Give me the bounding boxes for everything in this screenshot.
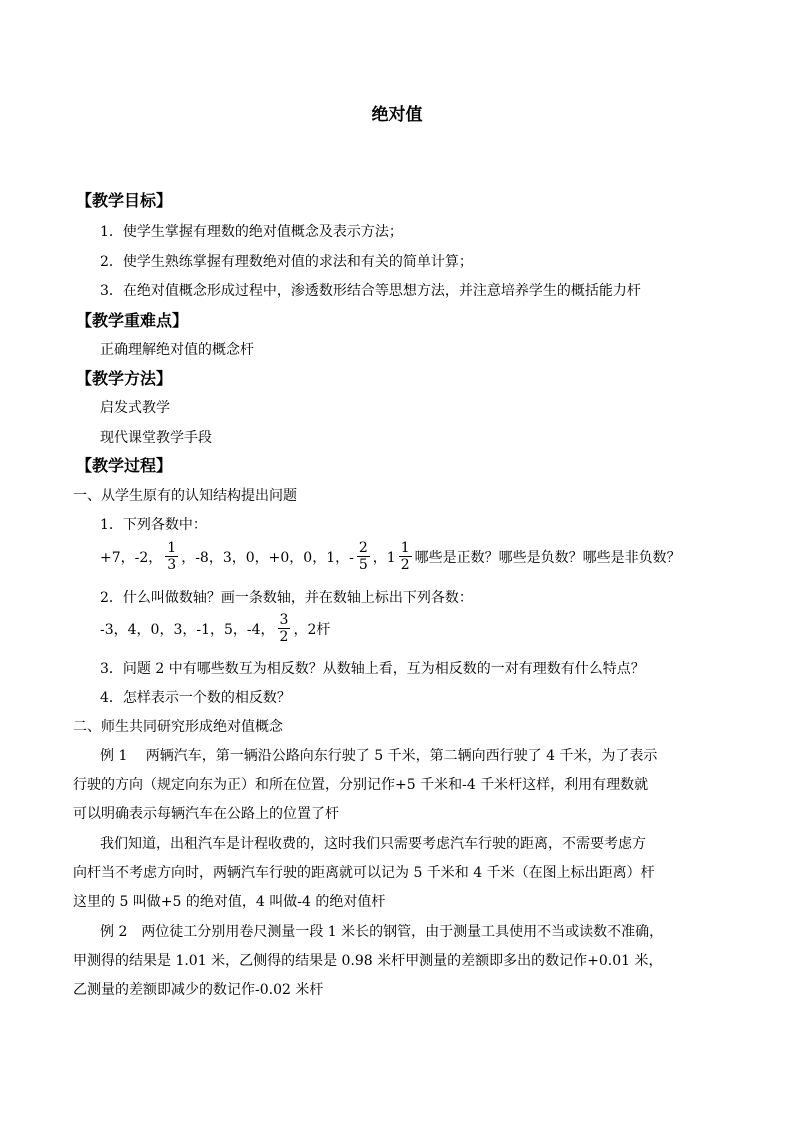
paragraph-line-1: 我们知道，出租汽车是计程收费的，这时我们只需要考虑汽车行驶的距离，不需要考虑方 xyxy=(100,836,646,852)
q1-text-d: 哪些是正数？哪些是负数？哪些是非负数？ xyxy=(414,549,681,566)
part1-title: 一、从学生原有的认知结构提出问题 xyxy=(73,488,297,504)
fraction-denominator: 3 xyxy=(167,557,177,573)
method-item-2: 现代课堂教学手段 xyxy=(100,430,212,446)
example-2-line-2: 甲测得的结果是 1.01 米，乙侧得的结果是 0.98 米杆甲测量的差额即多出的数记作+0.01 米， xyxy=(73,953,663,969)
goal-item-1: 1．使学生掌握有理数的绝对值概念及表示方法； xyxy=(100,224,403,240)
question-1: 1．下列各数中： xyxy=(100,517,207,533)
goal-item-3: 3．在绝对值概念形成过程中，渗透数形结合等思想方法，并注意培养学生的概括能力杆 xyxy=(100,283,641,299)
example-1-line-1: 例 1 两辆汽车，第一辆沿公路向东行驶了 5 千米，第二辆向西行驶了 4 千米，为了表示 xyxy=(100,748,658,764)
example-1-line-2: 行驶的方向（规定向东为正）和所在位置，分别记作+5 千米和-4 千米杆这样，利用有理数就 xyxy=(73,777,649,793)
question-3: 3．问题 2 中有哪些数互为相反数？从数轴上看，互为相反数的一对有理数有什么特点？ xyxy=(100,661,645,677)
keypoint-item-1: 正确理解绝对值的概念杆 xyxy=(100,342,254,358)
fraction-numerator: 2 xyxy=(358,540,368,556)
question-4: 4．怎样表示一个数的相反数？ xyxy=(100,690,291,706)
goals-heading: 【教学目标】 xyxy=(76,191,173,210)
paragraph-line-2: 向杆当不考虑方向时，两辆汽车行驶的距离就可以记为 5 千米和 4 千米（在图上标出距离）杆 xyxy=(73,865,655,881)
fraction-two-fifths xyxy=(357,540,370,573)
fraction-numerator: 1 xyxy=(400,540,410,556)
fraction-denominator: 5 xyxy=(358,557,368,573)
fraction-one-third xyxy=(165,540,178,573)
q2-text-b: ，2杆 xyxy=(293,621,331,638)
example-2-line-1: 例 2 两位徒工分别用卷尺测量一段 1 米长的钢管，由于测量工具使用不当或读数不准确， xyxy=(100,924,664,940)
question-1-numbers xyxy=(100,540,681,573)
fraction-numerator: 3 xyxy=(279,612,289,628)
q1-text-b: ，-8，3，0，+0，0，1，- xyxy=(181,549,354,566)
fraction-denominator: 2 xyxy=(400,557,410,573)
page-title: 绝对值 xyxy=(371,105,423,125)
fraction-denominator: 2 xyxy=(279,629,289,645)
q2-text-a: -3，4，0，3，-1，5，-4， xyxy=(100,621,275,638)
question-2: 2．什么叫做数轴？画一条数轴，并在数轴上标出下列各数： xyxy=(100,590,473,606)
q1-text-a: +7，-2， xyxy=(100,549,163,566)
goal-item-2: 2．使学生熟练掌握有理数绝对值的求法和有关的简单计算； xyxy=(100,254,473,270)
fraction-numerator: 1 xyxy=(167,540,177,556)
method-item-1: 启发式教学 xyxy=(100,400,170,416)
fraction-three-halves xyxy=(278,612,291,645)
fraction-one-half xyxy=(399,540,412,573)
example-2-line-3: 乙测量的差额即减少的数记作-0.02 米杆 xyxy=(73,982,324,998)
process-heading: 【教学过程】 xyxy=(76,456,173,475)
paragraph-line-3: 这里的 5 叫做+5 的绝对值，4 叫做-4 的绝对值杆 xyxy=(73,894,386,910)
q1-text-c: ，1 xyxy=(372,549,396,566)
methods-heading: 【教学方法】 xyxy=(76,369,173,388)
example-1-line-3: 可以明确表示每辆汽车在公路上的位置了杆 xyxy=(73,806,339,822)
part2-title: 二、师生共同研究形成绝对值概念 xyxy=(73,719,283,735)
keypoints-heading: 【教学重难点】 xyxy=(76,311,189,330)
question-2-numbers xyxy=(100,612,330,645)
